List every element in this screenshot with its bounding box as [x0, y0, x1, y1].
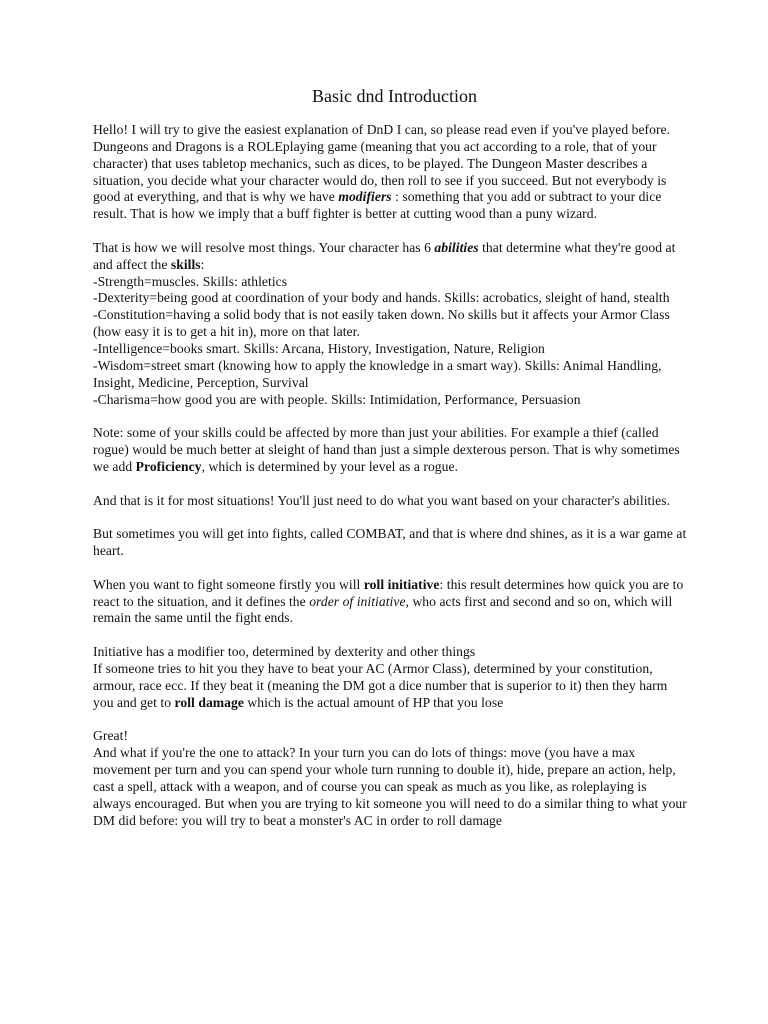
- initiative-text-3: , who acts first and second and so on, which will remain the same until the fight ends.: [93, 593, 673, 626]
- initiative-paragraph: [93, 577, 688, 628]
- initiative-text-2: : this result determines how quick you are to react to the situation, and it defines the: [93, 576, 684, 609]
- proficiency-paragraph: [93, 425, 688, 476]
- ability-line-wisdom: -Wisdom=street smart (knowing how to apply the knowledge in a smart way). Skills: Animal Handling, Insight, Medicine, Perception, Survival: [93, 357, 662, 390]
- attack-text-1: And what if you're the one to attack? In your turn you can do lots of things: move (you have a max movement per turn and you can spend your whole turn running to double it), hide, prepare an action, help, cast a spell, attack with a weapon, and of course you can speak as much as you like, as roleplaying is always encouraged. But when you are trying to kit someone you will need to do a similar thing to what your DM did before: you will try to beat a monster's AC in order to roll damage: [93, 745, 687, 828]
- ability-line-dexterity: -Dexterity=being good at coordination of your body and hands. Skills: acrobatics, sleight of hand, stealth: [93, 290, 670, 306]
- armor-class-line-1: Initiative has a modifier too, determined by dexterity and other things: [93, 644, 476, 660]
- attack-line-1: Great!: [93, 728, 129, 744]
- armor-class-text-1: If someone tries to hit you they have to beat your AC (Armor Class), determined by your constitution, armour, race ecc. If they beat it (meaning the DM got a dice number that is superior to it) then they harm you and get to: [93, 661, 668, 710]
- ability-line-strength: -Strength=muscles. Skills: athletics: [93, 273, 288, 289]
- ability-line-intelligence: -Intelligence=books smart. Skills: Arcana, History, Investigation, Nature, Religion: [93, 340, 545, 356]
- proficiency-text-1: Note: some of your skills could be affected by more than just your abilities. For example a thief (called rogue) would be much better at sleight of hand than just a simple dexterous person. That is why sometimes we add: [93, 425, 680, 474]
- ability-line-charisma: -Charisma=how good you are with people. Skills: Intimidation, Performance, Persuasion: [93, 391, 581, 407]
- roll-damage-term: roll damage: [174, 694, 244, 710]
- situations-paragraph: And that is it for most situations! You'll just need to do what you want based on your character's abilities.: [93, 492, 671, 508]
- page-title: Basic dnd Introduction: [312, 86, 477, 106]
- initiative-text-1: When you want to fight someone firstly you will: [93, 576, 364, 592]
- intro-text-1: Hello! I will try to give the easiest explanation of DnD I can, so please read even if you've played before. Dungeons and Dragons is a ROLEplaying game (meaning that you act according to a role, that of your character) that uses tabletop mechanics, such as dices, to be played. The Dungeon Master describes a situation, you decide what your character would do, then roll to see if you succeed. But not everybody is good at everything, and that is why we have: [93, 122, 671, 205]
- attack-paragraph: [93, 728, 688, 829]
- armor-class-text-2: which is the actual amount of HP that you lose: [243, 694, 504, 710]
- proficiency-text-2: , which is determined by your level as a rogue.: [201, 458, 459, 474]
- intro-text-2: : something that you add or subtract to your dice result. That is how we imply that a buff fighter is better at cutting wood than a puny wizard.: [93, 189, 662, 222]
- intro-paragraph: [93, 122, 688, 223]
- abilities-term: abilities: [434, 239, 479, 255]
- abilities-paragraph: [93, 240, 688, 408]
- order-of-initiative-term: order of initiative: [309, 593, 406, 609]
- modifiers-term: modifiers: [338, 189, 392, 205]
- abilities-text-1: That is how we will resolve most things. Your character has 6: [93, 239, 435, 255]
- abilities-text-3: :: [200, 256, 205, 272]
- armor-class-paragraph: [93, 644, 688, 711]
- roll-initiative-term: roll initiative: [363, 576, 440, 592]
- skills-term: skills: [170, 256, 201, 272]
- proficiency-term: Proficiency: [135, 458, 202, 474]
- combat-paragraph: But sometimes you will get into fights, called COMBAT, and that is where dnd shines, as it is a war game at heart.: [93, 526, 687, 559]
- abilities-text-2: that determine what they're good at and affect the: [93, 239, 676, 272]
- ability-line-constitution: -Constitution=having a solid body that is not easily taken down. No skills but it affects your Armor Class (how easy it is to get a hit in), more on that later.: [93, 307, 670, 340]
